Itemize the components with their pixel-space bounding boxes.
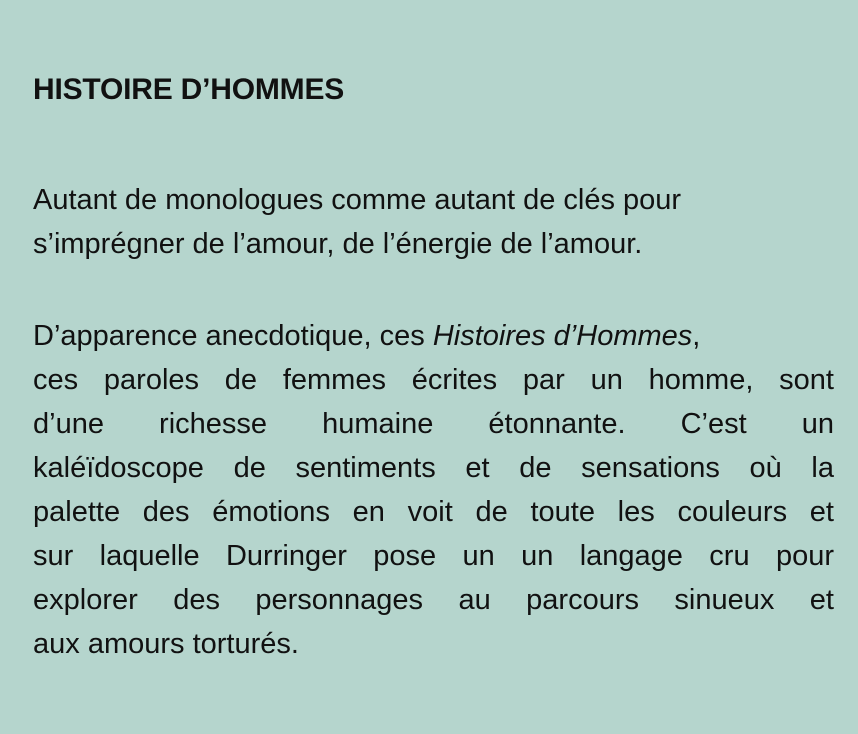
paragraph-line: explorer des personnages au parcours sinueux et bbox=[33, 584, 834, 616]
paragraph-line: sur laquelle Durringer pose un un langage cru pour bbox=[33, 540, 834, 572]
paragraph-body bbox=[33, 314, 834, 666]
paragraph-line: kaléïdoscope de sentiments et de sensations où la bbox=[33, 452, 834, 484]
paragraph-line: ces paroles de femmes écrites par un homme, sont bbox=[33, 364, 834, 396]
italic-title: Histoires d’Hommes bbox=[432, 320, 693, 352]
page-title: HISTOIRE D’HOMMES bbox=[33, 73, 345, 106]
text-run: , bbox=[692, 320, 701, 352]
paragraph-line: aux amours torturés. bbox=[33, 628, 299, 660]
paragraph-intro bbox=[33, 178, 834, 266]
paragraph-line: palette des émotions en voit de toute les couleurs et bbox=[33, 496, 834, 528]
paragraph-line: Autant de monologues comme autant de clés pour bbox=[33, 184, 682, 216]
paragraph-line bbox=[33, 314, 834, 358]
paragraph-line: d’une richesse humaine étonnante. C’est un bbox=[33, 408, 834, 440]
paragraph-line: s’imprégner de l’amour, de l’énergie de l’amour. bbox=[33, 228, 643, 260]
text-run: D’apparence anecdotique, ces bbox=[33, 320, 433, 352]
